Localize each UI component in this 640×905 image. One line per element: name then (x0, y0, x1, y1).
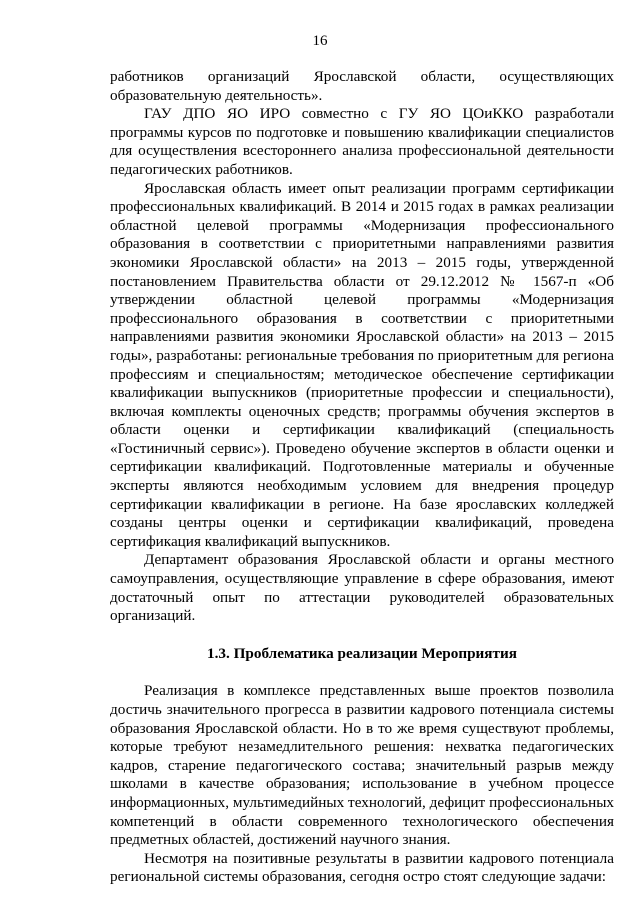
paragraph-attestation: Департамент образования Ярославской области и органы местного самоуправления, осуществляющие управление в сфере образования, имеют достаточный опыт по аттестации руководителей образовательных организаций. (110, 551, 614, 625)
document-body (110, 68, 614, 887)
paragraph-continuation: работников организаций Ярославской области, осуществляющих образовательную деятельность». (110, 68, 614, 104)
paragraph-problems: Реализация в комплексе представленных выше проектов позволила достичь значительного прогресса в развитии кадрового потенциала системы образования Ярославской области. Но в то же время существуют проблемы, которые требуют незамедлительного решения: нехватка педагогических кадров, старение педагогического состава; значительный разрыв между школами в качестве образования; использование в учебном процессе информационных, мультимедийных технологий, дефицит профессиональных компетенций в области современного технологического обеспечения предметных областей, достижений научного знания. (110, 682, 614, 849)
paragraph-courses: ГАУ ДПО ЯО ИРО совместно с ГУ ЯО ЦОиККО разработали программы курсов по подготовке и повышению квалификации специалистов для осуществления всестороннего анализа профессиональной деятельности педагогических работников. (110, 105, 614, 178)
paragraph-certification: Ярославская область имеет опыт реализации программ сертификации профессиональных квалификаций. В 2014 и 2015 годах в рамках реализации областной целевой программы «Модернизация профессионального образования в соответствии с приоритетными направлениями развития экономики Ярославской области» на 2013 – 2015 годы, утвержденной постановлением Правительства области от 29.12.2012 № 1567-п «Об утверждении областной целевой программы «Модернизация профессионального образования в соответствии с приоритетными направлениями развития экономики Ярославской области» на 2013 – 2015 годы», разработаны: региональные требования по приоритетным для региона профессиям и специальностям; методическое обеспечение сертификации квалификации выпускников (приоритетные профессии и специальности), включая комплекты оценочных средств; программы обучения экспертов в области оценки и сертификации квалификаций (специальность «Гостиничный сервис»). Проведено обучение экспертов в области оценки и сертификации квалификаций. Подготовленные материалы и обученные эксперты являются необходимым условием для внедрения процедур сертификации квалификации в регионе. На базе ярославских колледжей созданы центры оценки и сертификации квалификаций, проведена сертификация квалификаций выпускников. (110, 179, 614, 550)
paragraph-tasks: Несмотря на позитивные результаты в развитии кадрового потенциала региональной системы образования, сегодня остро стоят следующие задачи: (110, 849, 614, 886)
spacer (110, 626, 614, 645)
section-heading: 1.3. Проблематика реализации Мероприятия (207, 644, 517, 662)
spacer (110, 663, 614, 682)
page-number: 16 (312, 33, 328, 49)
